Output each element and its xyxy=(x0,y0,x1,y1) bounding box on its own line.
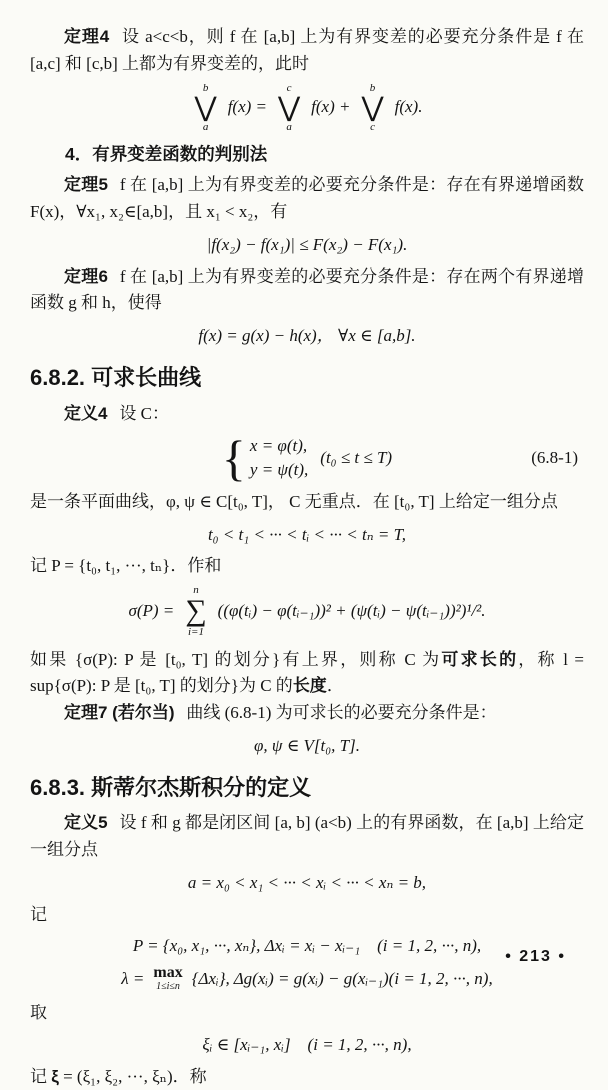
lambda-lhs: λ = xyxy=(121,968,145,988)
equation-number-681: (6.8-1) xyxy=(531,448,578,468)
theorem7-label: 定理7 (若尔当) xyxy=(64,703,175,723)
theorem7-paragraph xyxy=(30,700,584,727)
theorem5-formula: |f(x₂) − f(x₁)| ≤ F(x₂) − F(x₁). xyxy=(206,234,408,254)
vee3-lower-limit: c xyxy=(370,120,375,133)
sigma-lhs: σ(P) = xyxy=(128,601,175,621)
rectifiable-term: 可求长的 xyxy=(441,649,519,669)
xi-vector-rest: = (ξ₁, ξ₂, ···, ξₙ)．称 xyxy=(58,1066,207,1086)
x-partition-formula: a = x₀ < x₁ < ··· < xᵢ < ··· < xₙ = b, xyxy=(187,873,427,893)
vee-operator-1 xyxy=(195,82,217,133)
rectifiable-paragraph xyxy=(30,647,584,701)
theorem5-body: f 在 [a,b] 上为有界变差的必要充分条件是：存在有界递增函数 F(x)，∀x₁, x₂∈[a,b]，且 x₁ < x₂，有 xyxy=(30,175,584,221)
rectifiable-mid: ，称 l = sup{σ(P): P 是 [t₀, T] 的划分}为 C 的 xyxy=(30,649,585,696)
rectifiable-end: ． xyxy=(326,676,344,696)
sum-operator xyxy=(185,584,206,638)
subsection-4-heading: 4．有界变差函数的判别法 xyxy=(65,143,268,164)
theorem6-paragraph xyxy=(30,264,584,318)
theorem5-paragraph xyxy=(30,172,584,226)
theorem4-label: 定理4 xyxy=(64,27,110,46)
sigma-sum-formula xyxy=(30,584,584,638)
section-682-heading: 6.8.2. 可求长曲线 xyxy=(30,365,202,391)
theorem6-label: 定理6 xyxy=(64,266,108,286)
max-word: max xyxy=(153,964,183,982)
vee1-upper-limit: b xyxy=(202,81,209,94)
definition5-label: 定义5 xyxy=(64,813,108,833)
system-equations xyxy=(250,434,308,483)
variation-additivity-formula xyxy=(30,82,584,133)
curve-system-681 xyxy=(30,429,584,486)
sigma-icon: ∑ xyxy=(185,594,207,628)
qu-word: 取 xyxy=(30,1003,47,1023)
definition4-paragraph xyxy=(30,401,584,428)
page-number: • 213 • xyxy=(505,948,566,965)
definition4-label: 定义4 xyxy=(64,403,108,423)
definition5-body: 设 f 和 g 都是闭区间 [a, b] (a<b) 上的有界函数，在 [a,b] 上给定一组分点 xyxy=(30,813,584,860)
theorem4-paragraph xyxy=(30,24,584,78)
theorem7-body: 曲线 (6.8-1) 为可求长的必要充分条件是： xyxy=(186,703,497,723)
lambda-rhs: {Δxᵢ}, Δg(xᵢ) = g(xᵢ) − g(xᵢ₋₁)(i = 1, 2, ···, n), xyxy=(191,968,493,988)
vee-operator-3 xyxy=(361,82,383,133)
theorem7-formula: φ, ψ ∈ V[t₀, T]. xyxy=(253,736,360,756)
partition-set-formula: P = {x₀, x₁, ···, xₙ}, Δxᵢ = xᵢ − xᵢ₋₁ (i = 1, 2, ···, n), xyxy=(132,936,482,956)
definition5-paragraph xyxy=(30,810,584,864)
definition4-intro: 设 C： xyxy=(119,403,169,423)
vee3-upper-limit: b xyxy=(369,81,376,94)
big-vee-icon: ⋁ xyxy=(361,91,384,122)
left-brace-icon: { xyxy=(221,429,246,486)
system-eq-y: y = ψ(t), xyxy=(249,460,309,480)
curve-description: 是一条平面曲线，φ, ψ ∈ C[t₀, T]， C 无重点．在 [t₀, T] 上给定一组分点 xyxy=(30,491,558,511)
theorem4-body: 设 a<c<b，则 f 在 [a,b] 上为有界变差的必要充分条件是 f 在 [a,c] 和 [c,b] 上都为有界变差的，此时 xyxy=(30,27,584,73)
sum-upper-limit: n xyxy=(193,584,199,597)
vee2-upper-limit: c xyxy=(286,81,292,94)
length-term: 长度 xyxy=(292,676,327,696)
theorem6-body: f 在 [a,b] 上为有界变差的必要充分条件是：存在两个有界递增函数 g 和 h，使得 xyxy=(30,266,584,313)
big-vee-icon: ⋁ xyxy=(278,91,301,122)
xi-choice-formula: ξᵢ ∈ [xᵢ₋₁, xᵢ] (i = 1, 2, ···, n), xyxy=(202,1034,412,1054)
xi-vector-symbol: ξ xyxy=(51,1066,59,1086)
rectifiable-pre: 如果 {σ(P): P 是 [t₀, T] 的划分}有上界，则称 C 为 xyxy=(30,649,442,669)
sum-lower-limit: i=1 xyxy=(187,626,204,639)
partition-remark: 记 P = {t₀, t₁, ···, tₙ}．作和 xyxy=(30,556,222,576)
vee2-lower-limit: a xyxy=(286,120,292,133)
xi-vector-pre: 记 xyxy=(30,1066,52,1086)
sigma-rhs: ((φ(tᵢ) − φ(tᵢ₋₁))² + (ψ(tᵢ) − ψ(tᵢ₋₁))²)¹/². xyxy=(217,601,486,621)
section-683-heading: 6.8.3. 斯蒂尔杰斯积分的定义 xyxy=(30,774,312,800)
system-condition: (t₀ ≤ t ≤ T) xyxy=(320,448,393,468)
lambda-max-formula xyxy=(30,965,584,992)
theorem6-formula: f(x) = g(x) − h(x)， ∀x ∈ [a,b]. xyxy=(198,326,416,346)
ji-word: 记 xyxy=(30,904,47,924)
vee1-lower-limit: a xyxy=(202,120,209,133)
big-vee-icon: ⋁ xyxy=(194,91,217,122)
vee3-expression: f(x). xyxy=(394,97,423,117)
system-eq-x: x = φ(t), xyxy=(249,435,308,455)
max-operator xyxy=(153,965,182,992)
theorem5-label: 定理5 xyxy=(64,175,108,195)
vee2-expression: f(x) + xyxy=(311,97,351,117)
max-subscript: 1≤i≤n xyxy=(156,981,180,993)
vee1-expression: f(x) = xyxy=(227,97,267,117)
t-partition-formula: t₀ < t₁ < ··· < tᵢ < ··· < tₙ = T, xyxy=(207,524,407,544)
vee-operator-2 xyxy=(278,82,300,133)
xi-vector-line xyxy=(30,1064,584,1090)
